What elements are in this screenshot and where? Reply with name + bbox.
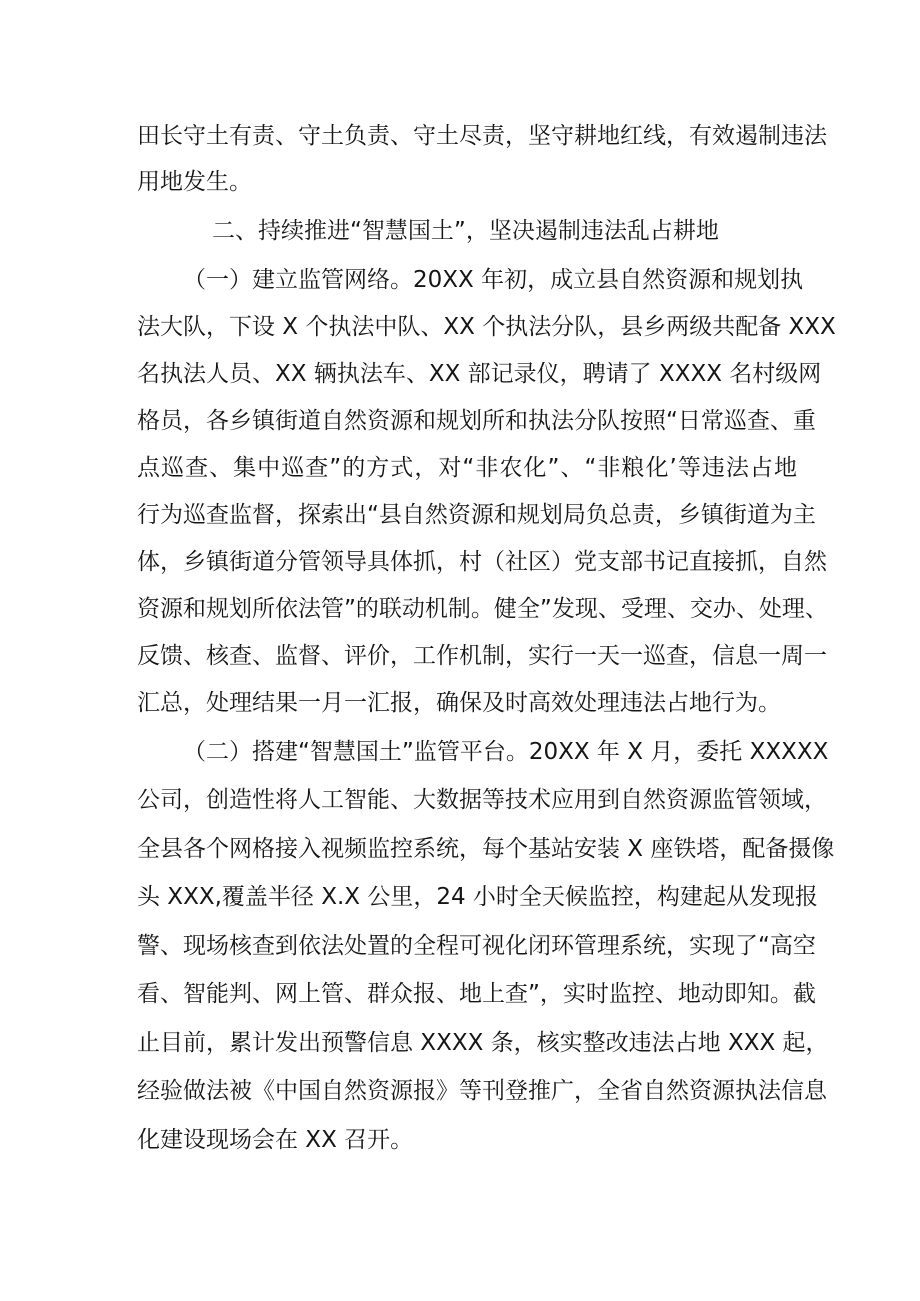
text-line: 行为巡查监督，探索出“县自然资源和规划局负总责，乡镇街道为主: [137, 502, 816, 528]
text-line: 名执法人员、XX 辆执法车、XX 部记录仪，聘请了 XXXX 名村级网: [137, 361, 822, 387]
text-line: 头 XXX,覆盖半径 X.X 公里，24 小时全天候监控，构建起从发现报: [137, 884, 818, 910]
text-line: 止目前，累计发出预警信息 XXXX 条，核实整改违法占地 XXX 起，: [137, 1030, 829, 1056]
text-line: 用地发生。: [137, 169, 252, 195]
text-line: 田长守土有责、守土负责、守土尽责，坚守耕地红线，有效遏制违法: [137, 123, 827, 149]
text-line: 经验做法被《中国自然资源报》等刊登推广，全省自然资源执法信息: [137, 1078, 827, 1104]
text-line: 点巡查、集中巡查”的方式，对“非农化”、“非粮化’等违法占地: [137, 455, 797, 481]
text-line: （二）搭建“智慧国土”监管平台。20XX 年 X 月，委托 XXXXX: [183, 739, 829, 765]
text-line: （一）建立监管网络。20XX 年初，成立县自然资源和规划执: [183, 267, 804, 293]
text-line: 汇总，处理结果一月一汇报，确保及时高效处理违法占地行为。: [137, 690, 781, 716]
text-line: 化建设现场会在 XX 召开。: [137, 1127, 414, 1153]
text-line: 全县各个网格接入视频监控系统，每个基站安装 X 座铁塔，配备摄像: [137, 836, 835, 862]
text-line: 体，乡镇街道分管领导具体抓，村（社区）党支部书记直接抓，自然: [137, 549, 827, 575]
text-line: 看、智能判、网上管、群众报、地上查”，实时监控、地动即知。截: [137, 981, 816, 1007]
section-heading: 二、持续推进“智慧国土”，坚决遏制违法乱占耕地: [212, 218, 719, 244]
text-line: 公司，创造性将人工智能、大数据等技术应用到自然资源监管领域，: [137, 787, 827, 813]
text-line: 资源和规划所依法管”的联动机制。健全”发现、受理、交办、处理、: [137, 596, 828, 622]
text-line: 法大队，下设 X 个执法中队、XX 个执法分队，县乡两级共配备 XXX: [137, 314, 836, 340]
text-line: 反馈、核查、监督、评价，工作机制，实行一天一巡查，信息一周一: [137, 643, 827, 669]
text-line: 格员，各乡镇街道自然资源和规划所和执法分队按照“日常巡查、重: [137, 408, 816, 434]
text-line: 警、现场核查到依法处置的全程可视化闭环管理系统，实现了“高空: [137, 933, 816, 959]
